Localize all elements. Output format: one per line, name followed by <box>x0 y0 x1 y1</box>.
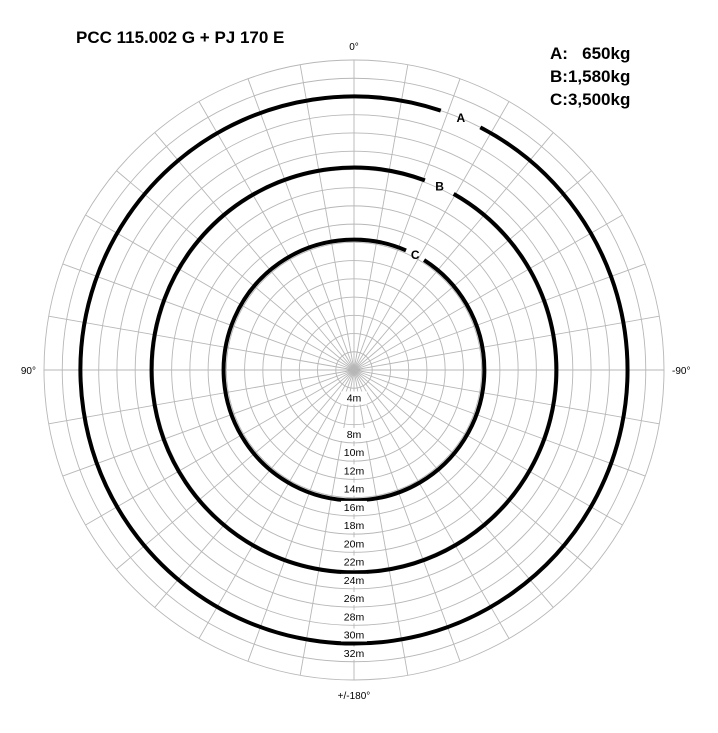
radius-tick-label: 14m <box>343 483 365 496</box>
angle-tick-label: 90° <box>20 366 36 377</box>
radius-tick-label: 28m <box>343 611 365 624</box>
angle-tick-label: 0° <box>349 42 359 53</box>
curve-label-b: B <box>435 179 444 194</box>
radius-tick-label: 8m <box>346 428 362 441</box>
angle-grid-line <box>63 370 354 476</box>
radius-tick-label: 24m <box>343 574 365 587</box>
legend-value: 1,580kg <box>567 67 631 86</box>
angle-grid-line <box>354 370 645 476</box>
legend-key: C: <box>550 90 568 109</box>
legend-value: 650kg <box>567 44 631 63</box>
angle-grid-line <box>354 79 460 370</box>
legend-key: B: <box>550 67 568 86</box>
curve-label-c: C <box>410 247 420 262</box>
chart-title: PCC 115.002 G + PJ 170 E <box>76 28 285 47</box>
radius-tick-label: 30m <box>343 629 365 642</box>
radial-tick-labels <box>341 391 367 659</box>
legend-item-a <box>550 42 630 65</box>
angle-grid-line <box>248 370 354 661</box>
radius-tick-label: 32m <box>343 647 365 660</box>
radius-tick-label: 12m <box>343 465 365 478</box>
radius-tick-label: 22m <box>343 556 365 569</box>
legend-item-b <box>550 65 630 88</box>
radius-tick-label: 10m <box>343 447 365 460</box>
angle-tick-label: +/-180° <box>337 691 371 702</box>
angle-grid-line <box>354 264 645 370</box>
angle-tick-label: -90° <box>672 366 691 377</box>
legend <box>550 42 630 111</box>
angle-grid-line <box>248 79 354 370</box>
legend-key: A: <box>550 44 568 63</box>
radius-tick-label: 20m <box>343 538 365 551</box>
curve-label-a: A <box>456 111 466 126</box>
radius-tick-label: 4m <box>346 392 362 405</box>
legend-item-c <box>550 88 630 111</box>
angle-grid-line <box>63 264 354 370</box>
radius-tick-label: 18m <box>343 520 365 533</box>
polar-grid <box>44 60 664 680</box>
legend-value: 3,500kg <box>567 90 631 109</box>
angle-grid-line <box>354 370 460 661</box>
radius-tick-label: 16m <box>343 501 365 514</box>
radius-tick-label: 26m <box>343 593 365 606</box>
